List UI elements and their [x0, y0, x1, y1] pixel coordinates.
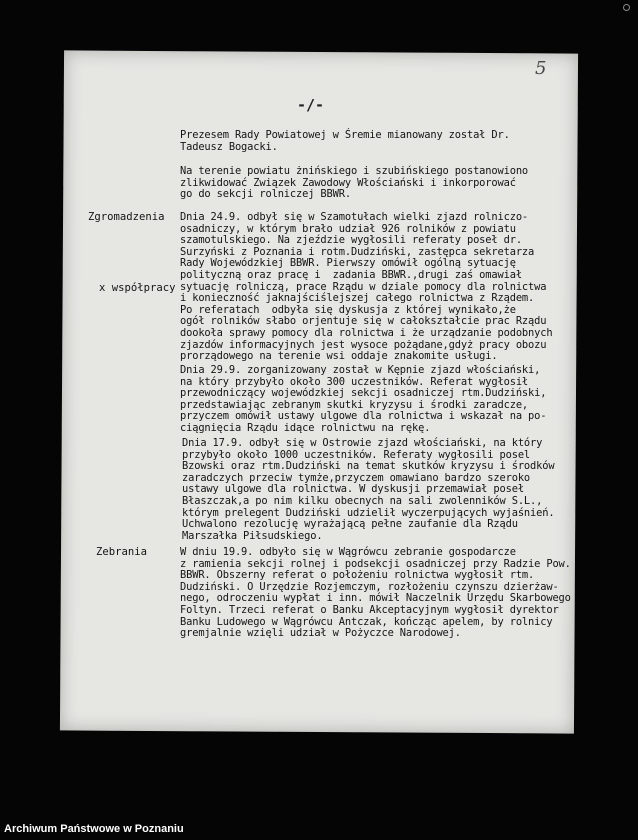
margin-note-wspolpracy: x współpracy [99, 282, 176, 294]
margin-note-zebrania: Zebrania [96, 546, 148, 558]
paragraph-liquidation: Na terenie powiatu żnińskiego i szubińskiego postanowiono zlikwidować Związek Zawodowy Włościański i inkorporować go do sekcji rolniczej BBWR. [180, 165, 529, 201]
top-mark: -/- [297, 96, 325, 114]
paragraph-appointment: Prezesem Rady Powiatowej w Śremie mianowany został Dr. Tadeusz Bogacki. [180, 129, 510, 153]
paragraph-ostrow: Dnia 17.9. odbył się w Ostrowie zjazd włościański, na który przybyło około 1000 uczestników. Referaty wygłosili posel Bzowski oraz rtm.Dudziński na temat skutków kryzysu i środków zaradczych przeciw tymże,przyczem omawiano bardzo szeroko ustawy ulgowe dla rolnictwa. W dyskusji przemawiał poseł Błaszczak,a po nim kilku obecnych na sali zwolenników S.L., którym prelegent Dudziński udzielił wyczerpujących wyjaśnień. Uchwalono rezolucję wyrażającą pełne zaufanie dla Rządu Marszałka Piłsudskiego. [182, 437, 555, 542]
archive-footer: Archiwum Państwowe w Poznaniu [4, 823, 184, 835]
paragraph-wagrowiec: W dniu 19.9. odbyło się w Wągrówcu zebranie gospodarcze z ramienia sekcji rolnej i podsekcji osadniczej przy Radzie Pow. BBWR. Obszerny referat o położeniu rolnictwa wygłosił rtm. Dudziński. O Urzędzie Rozjemczym, rozłożeniu czynszu dzierżaw- nego, odroczeniu wypłat i inn. mówił Naczelnik Urzędu Skarbowego Foltyn. Trzeci referat o Banku Akceptacyjnym wygłosił dyrektor Banku Ludowego w Wągrówcu Antczak, kończąc apelem, by rolnicy gremjalnie wzięli udział w Pożyczce Narodowej. [180, 546, 571, 640]
margin-note-zgromadzenia: Zgromadzenia [88, 211, 165, 223]
page-number: 5 [535, 58, 547, 79]
corner-icon [623, 4, 630, 11]
paragraph-kepno: Dnia 29.9. zorganizowany został w Kępnie zjazd włościański, na który przybyło około 300 uczestników. Referat wygłosił przewodniczący wojewódzkiej sekcji osadniczej rtm.Dudziński, przedstawiając zebranym skutki kryzysu i środki zaradcze, przyczem omówił ustawy ulgowe dla rolnictwa i wskazał na po- ciągnięcia Rządu idące rolnictwu na rękę. [180, 364, 547, 434]
paragraph-szamotuly: Dnia 24.9. odbył się w Szamotułach wielki zjazd rolniczo- osadniczy, w którym brało udział 926 rolników z powiatu szamotulskiego. Na zjeździe wygłosili referaty poseł dr. Surzyński z Poznania i rotm.Dudziński, zastępca sekretarza Rady Wojewódzkiej BBWR. Pierwszy omówił ogólną sytuację polityczną oraz pracę i zadania BBWR.,drugi zaś omawiał sytuację rolniczą, prace Rządu w dziale pomocy dla rolnictwa i konieczność jaknajściślejszej całego rolnictwa z Rządem. Po referatach odbyła się dyskusja z której wynikało,że ogół rolników słabo orjentuje się w całokształcie prac Rządu dookoła sprawy pomocy dla rolnictwa i że urządzanie podobnych zjazdów informacyjnych jest wysoce pożądane,gdyż pracy obozu prorządowego na terenie wsi oddaje znakomite usługi. [180, 211, 553, 363]
